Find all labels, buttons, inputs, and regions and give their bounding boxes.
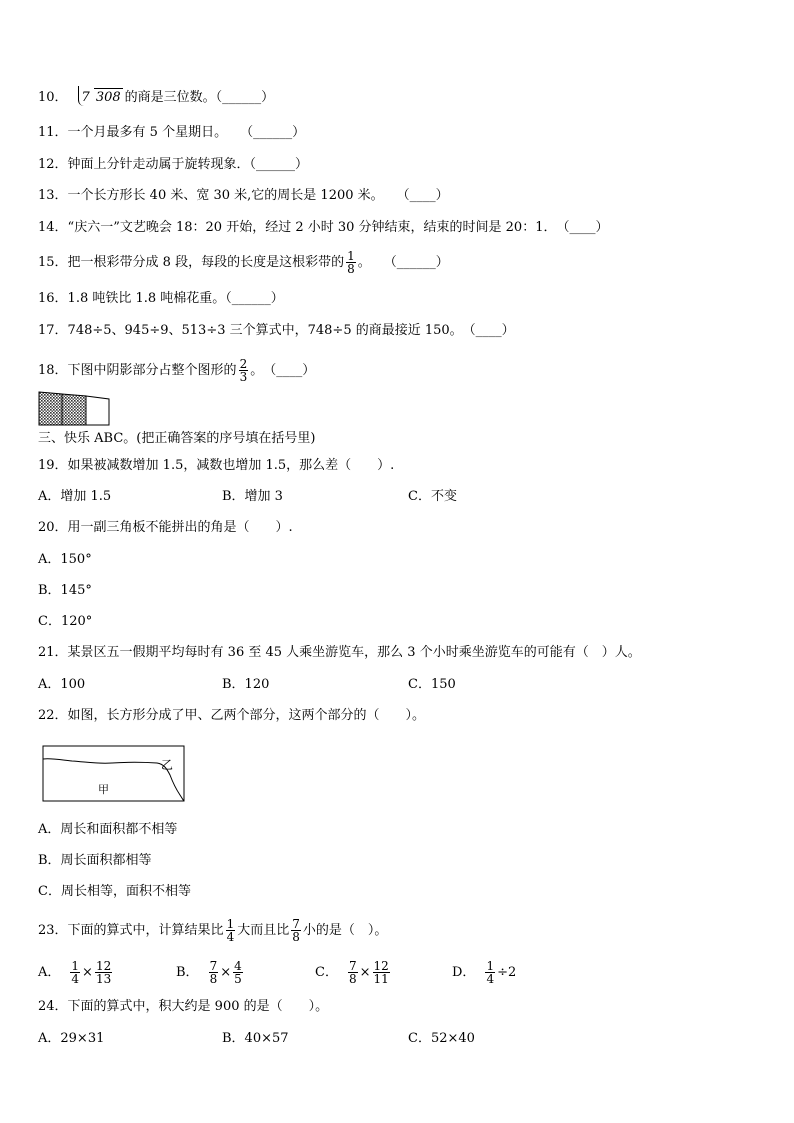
question-20 (38, 519, 293, 537)
question-text: 如果被减数增加 1.5，减数也增加 1.5，那么差（ ）. (67, 458, 395, 473)
option-a[interactable]: A．增加 1.5 (38, 489, 112, 504)
question-text-end: 。 （____） (250, 363, 316, 378)
label-yi: 乙 (161, 758, 174, 772)
question-number: 12． (38, 157, 68, 172)
shaded-part-2 (62, 394, 86, 425)
question-text: 下面的算式中，计算结果比 (67, 923, 224, 938)
question-number: 14． (38, 220, 68, 235)
question-text: 用一副三角板不能拼出的角是（ ）. (67, 520, 293, 535)
question-number: 20． (38, 520, 68, 535)
option-c[interactable]: C． $\frac{7}{8}$ × $\frac{12}{11}$ (315, 959, 389, 986)
question-text: 748÷5、945÷9、513÷3 三个算式中，748÷5 的商最接近 150。 （____） (67, 323, 515, 338)
question-number: 24． (38, 999, 68, 1014)
unshaded-part (86, 396, 109, 425)
dividend: 308 (95, 90, 121, 105)
option-c[interactable]: C．120° (38, 614, 93, 629)
question-text: 下图中阴影部分占整个图形的 (67, 363, 237, 378)
option-b[interactable]: B．40×57 (222, 1031, 289, 1046)
question-text: “庆六一”文艺晚会 18：20 开始，经过 2 小时 30 分钟结束，结束的时间是 20：1． （____） (67, 220, 609, 235)
question-10 (38, 88, 274, 107)
question-18 (38, 358, 315, 383)
option-b[interactable]: B．120 (222, 677, 270, 692)
fraction: $\frac{1}{4}$ (226, 917, 235, 944)
rectangle-figure (42, 745, 186, 803)
question-text: 一个月最多有 5 个星期日。 （______） (67, 125, 306, 140)
option-d[interactable]: D． $\frac{1}{4}$ ÷2 (452, 959, 517, 986)
option-b[interactable]: B．145° (38, 583, 92, 598)
option-c[interactable]: C．周长相等，面积不相等 (38, 884, 191, 899)
option-c[interactable]: C．52×40 (408, 1031, 475, 1046)
question-21 (38, 644, 641, 662)
question-12 (38, 156, 308, 174)
question-text-end: 小的是（ ）。 (302, 923, 388, 938)
option-a[interactable]: A．100 (38, 677, 86, 692)
question-text: 如图，长方形分成了甲、乙两个部分，这两个部分的（ ）。 (67, 708, 426, 723)
question-text-mid: 大而且比 (237, 923, 290, 938)
question-text: 钟面上分针走动属于旋转现象．（______） (67, 157, 309, 172)
question-14 (38, 219, 608, 237)
question-15 (38, 250, 449, 275)
question-number: 22． (38, 708, 68, 723)
option-c[interactable]: C．150 (408, 677, 456, 692)
question-number: 18． (38, 363, 68, 378)
option-a[interactable]: A．29×31 (38, 1031, 105, 1046)
divisor: 7 (81, 90, 90, 105)
question-16 (38, 290, 284, 308)
question-number: 13． (38, 188, 68, 203)
shaded-figure (38, 391, 112, 427)
question-11 (38, 124, 305, 142)
long-division (68, 88, 125, 107)
option-b[interactable]: B．增加 3 (222, 489, 283, 504)
question-13 (38, 187, 449, 205)
question-number: 11． (38, 125, 68, 140)
fraction: $\frac{2}{3}$ (239, 357, 248, 384)
question-19 (38, 457, 394, 475)
question-text: 1.8 吨铁比 1.8 吨棉花重。（______） (67, 291, 284, 306)
question-text: 某景区五一假期平均每时有 36 至 45 人乘坐游览车，那么 3 个小时乘坐游览车的可能有（ ）人。 (67, 645, 641, 660)
question-number: 15． (38, 255, 68, 270)
question-22 (38, 707, 425, 725)
question-17 (38, 322, 515, 340)
shaded-part-1 (39, 392, 62, 425)
label-jia: 甲 (98, 783, 109, 796)
question-23 (38, 918, 387, 943)
option-a[interactable]: A．150° (38, 552, 92, 567)
fraction: $\frac{7}{8}$ (292, 917, 300, 944)
section-heading: 三、快乐 ABC。(把正确答案的序号填在括号里) (38, 431, 316, 446)
question-number: 10． (38, 90, 68, 105)
question-number: 19． (38, 458, 68, 473)
question-text: 把一根彩带分成 8 段，每段的长度是这根彩带的 (67, 255, 345, 270)
question-24 (38, 998, 328, 1016)
fraction: $\frac{1}{8}$ (347, 249, 355, 276)
question-text: 的商是三位数。（______） (124, 90, 275, 105)
option-c[interactable]: C．不变 (408, 489, 457, 504)
option-a[interactable]: A． $\frac{1}{4}$ × $\frac{12}{13}$ (38, 959, 112, 986)
question-number: 17． (38, 323, 68, 338)
question-text: 一个长方形长 40 米、宽 30 米,它的周长是 1200 米。 （____） (67, 188, 449, 203)
option-b[interactable]: B．周长面积都相等 (38, 853, 152, 868)
option-b[interactable]: B． $\frac{7}{8}$ × $\frac{4}{5}$ (176, 959, 242, 986)
question-number: 21． (38, 645, 68, 660)
question-number: 16． (38, 291, 68, 306)
question-text-end: 。 （______） (357, 255, 449, 270)
question-number: 23． (38, 923, 68, 938)
option-a[interactable]: A．周长和面积都不相等 (38, 822, 178, 837)
question-text: 下面的算式中，积大约是 900 的是（ ）。 (67, 999, 329, 1014)
